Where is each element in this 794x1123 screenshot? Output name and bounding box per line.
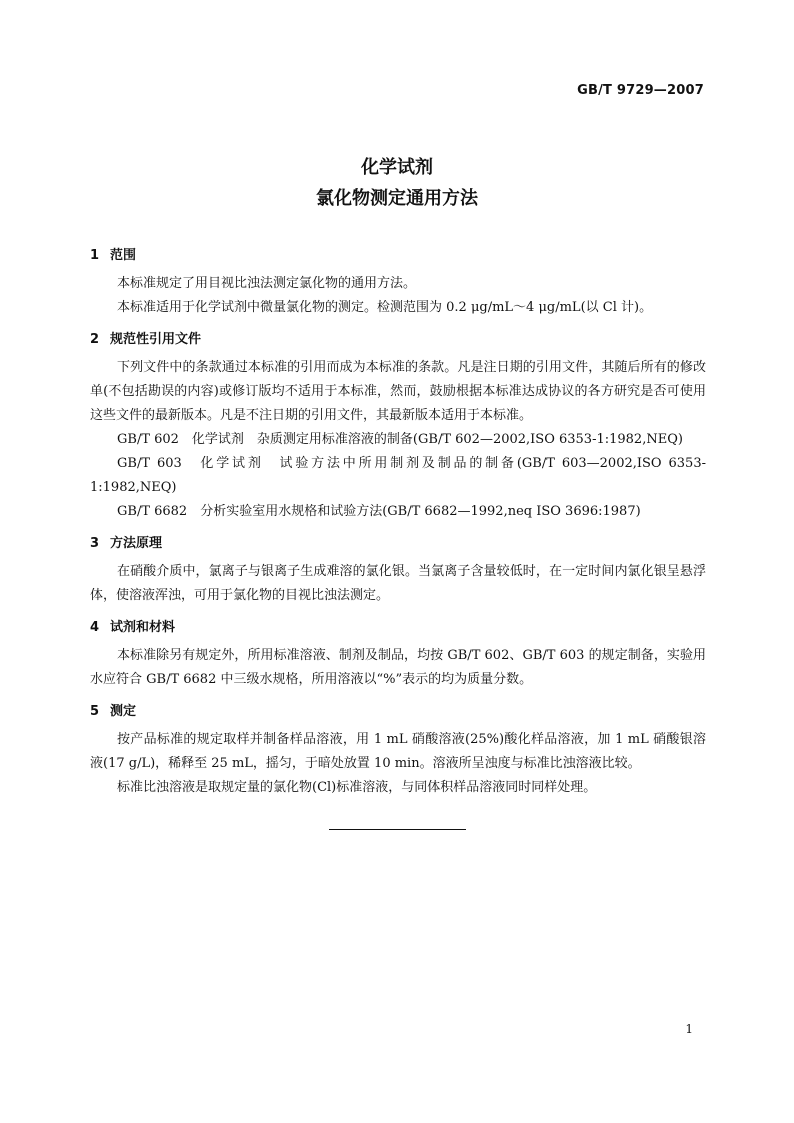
standard-code: GB/T 9729—2007	[577, 83, 704, 98]
section-title: 测定	[110, 704, 137, 719]
page-number: 1	[685, 1022, 693, 1036]
section-5	[90, 700, 706, 800]
document-body	[90, 244, 706, 808]
section-number: 4	[90, 620, 100, 635]
section-title: 规范性引用文件	[110, 332, 202, 347]
paragraph: 本标准规定了用目视比浊法测定氯化物的通用方法。	[117, 276, 417, 291]
section-heading	[90, 616, 706, 640]
paragraph: 下列文件中的条款通过本标准的引用而成为本标准的条款。凡是注日期的引用文件，其随后所有的修改单(不包括勘误的内容)或修订版均不适用于本标准，然而，鼓励根据本标准达成协议的各方研究是否可使用这些文件的最新版本。凡是不注日期的引用文件，其最新版本适用于本标准。	[90, 360, 706, 423]
section-2	[90, 328, 706, 524]
section-3	[90, 532, 706, 608]
paragraph: 本标准适用于化学试剂中微量氯化物的测定。检测范围为 0.2 μg/mL～4 μg/mL(以 Cl 计)。	[117, 300, 653, 315]
section-heading	[90, 700, 706, 724]
section-title: 范围	[110, 248, 137, 263]
section-number: 3	[90, 536, 100, 551]
paragraph: 在硝酸介质中，氯离子与银离子生成难溶的氯化银。当氯离子含量较低时，在一定时间内氯化银呈悬浮体，使溶液浑浊，可用于氯化物的目视比浊法测定。	[90, 564, 706, 603]
paragraph: 标准比浊溶液是取规定量的氯化物(Cl)标准溶液，与同体积样品溶液同时同样处理。	[117, 780, 597, 795]
title-line-2: 氯化物测定通用方法	[316, 188, 478, 209]
reference-item: GB/T 603 化学试剂 试验方法中所用制剂及制品的制备(GB/T 603—2002,ISO 6353-1:1982,NEQ)	[90, 456, 706, 495]
reference-item: GB/T 6682 分析实验室用水规格和试验方法(GB/T 6682—1992,neq ISO 3696:1987)	[117, 504, 641, 519]
section-title: 试剂和材料	[110, 620, 176, 635]
section-heading	[90, 328, 706, 352]
section-number: 2	[90, 332, 100, 347]
section-number: 5	[90, 704, 100, 719]
end-rule	[329, 829, 466, 830]
title-line-1: 化学试剂	[361, 157, 433, 178]
section-heading	[90, 532, 706, 556]
section-1	[90, 244, 706, 320]
section-4	[90, 616, 706, 692]
section-number: 1	[90, 248, 100, 263]
paragraph: 本标准除另有规定外，所用标准溶液、制剂及制品，均按 GB/T 602、GB/T 603 的规定制备，实验用水应符合 GB/T 6682 中三级水规格，所用溶液以“%”表示的均为质量分数。	[90, 648, 706, 687]
section-heading	[90, 244, 706, 268]
paragraph: 按产品标准的规定取样并制备样品溶液，用 1 mL 硝酸溶液(25%)酸化样品溶液，加 1 mL 硝酸银溶液(17 g/L)，稀释至 25 mL，摇匀，于暗处放置 10 min。溶液所呈浊度与标准比浊溶液比较。	[90, 732, 706, 771]
reference-item: GB/T 602 化学试剂 杂质测定用标准溶液的制备(GB/T 602—2002,ISO 6353-1:1982,NEQ)	[117, 432, 683, 447]
section-title: 方法原理	[110, 536, 163, 551]
